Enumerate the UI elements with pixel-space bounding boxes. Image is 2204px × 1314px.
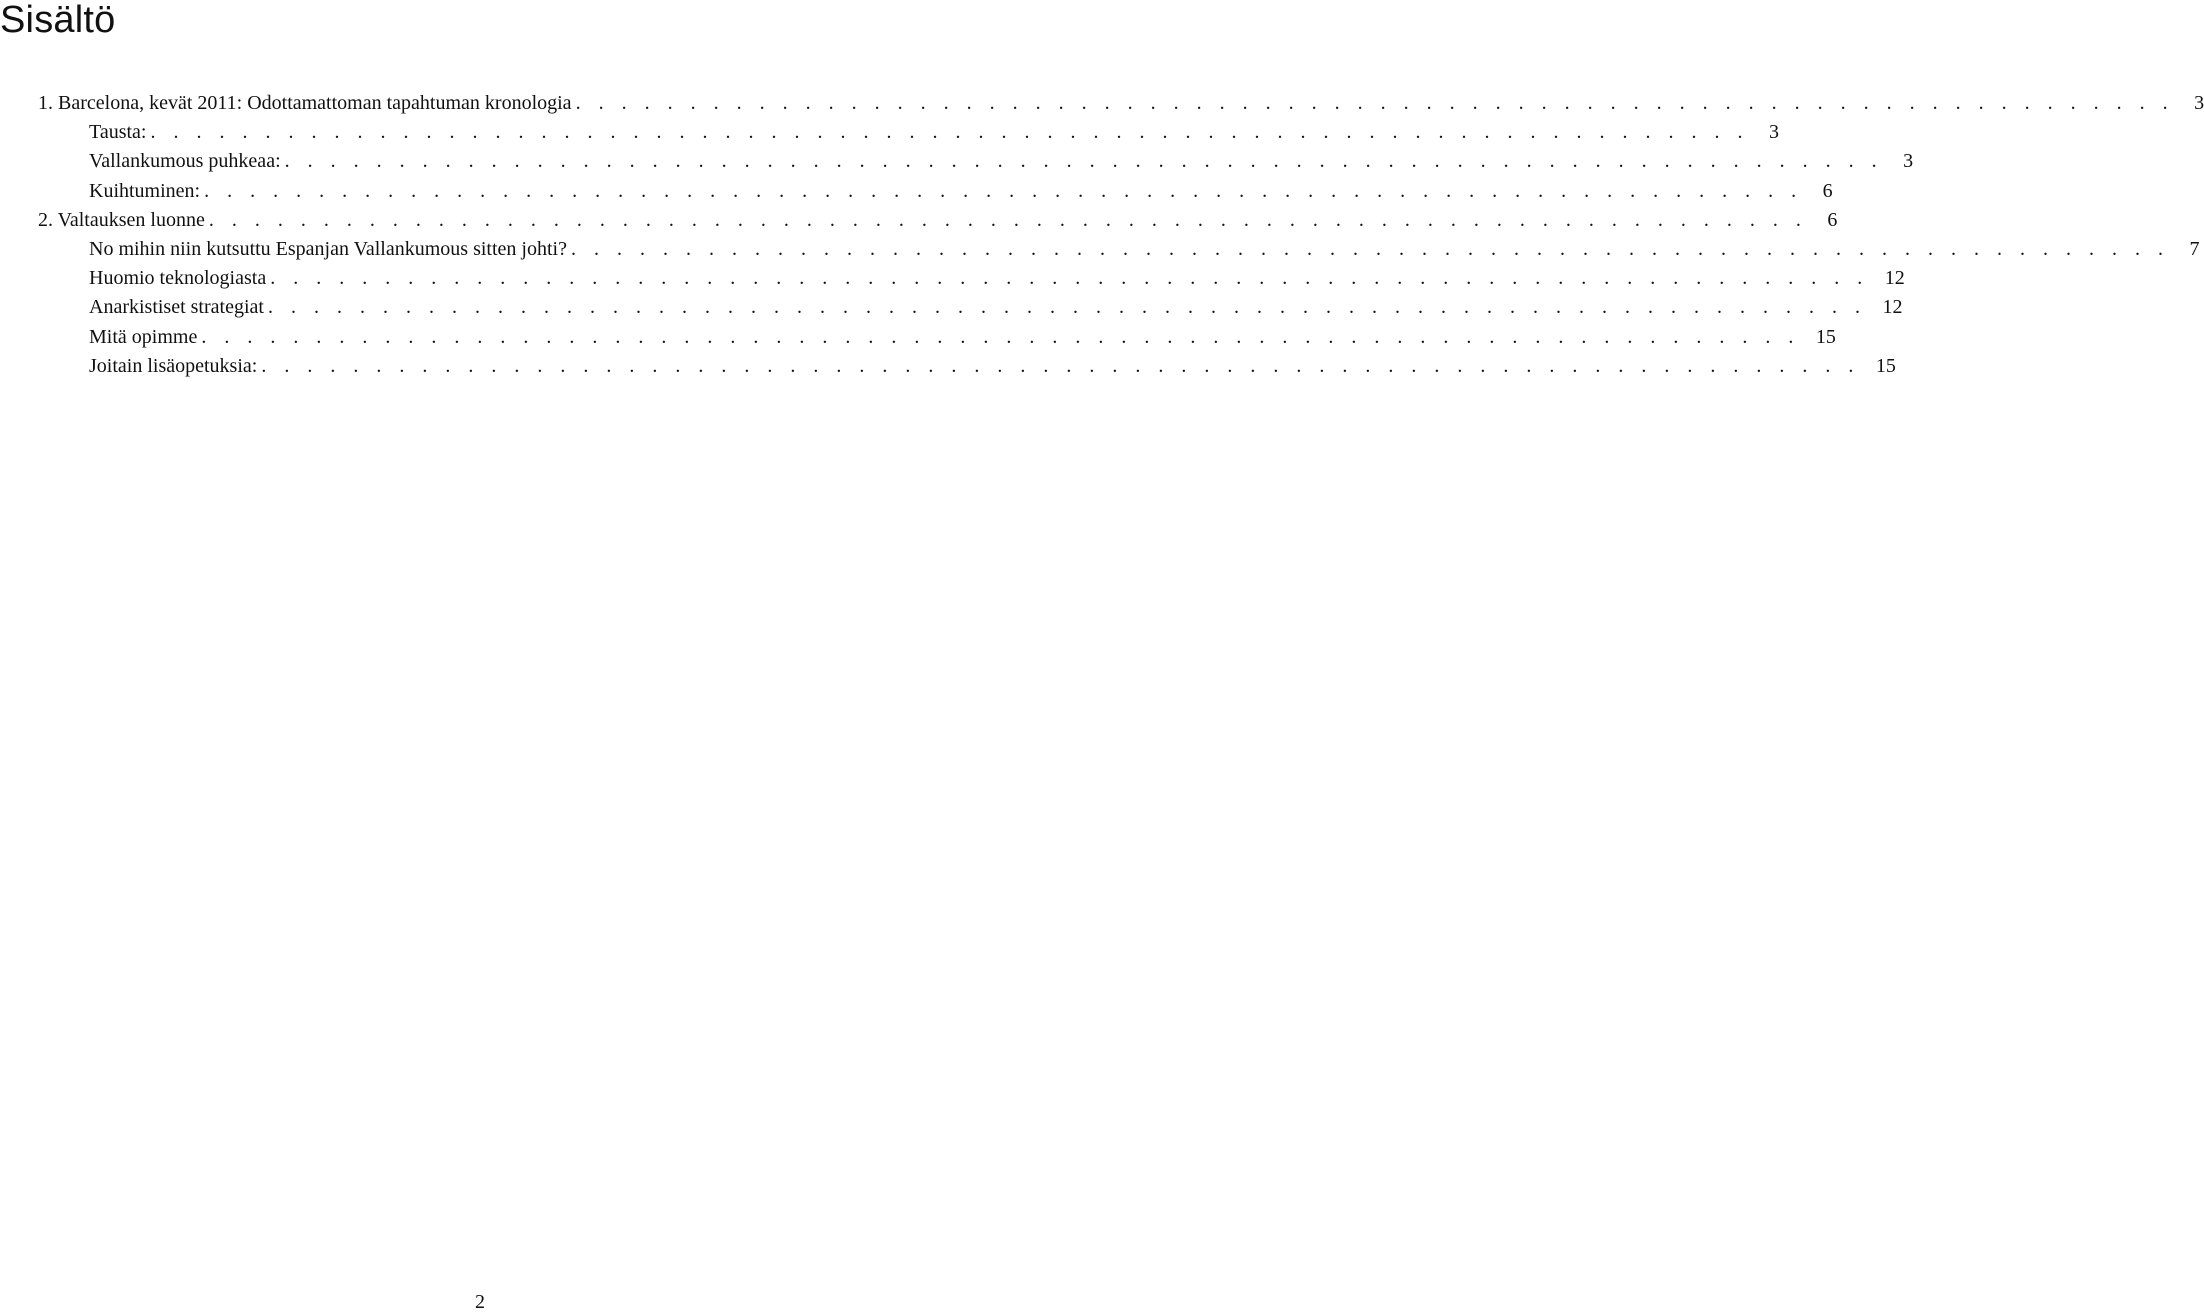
toc-entry-label: 1. Barcelona, kevät 2011: Odottamattoman tapahtuman kronologia [38, 92, 572, 114]
toc-dot-leader: . . . . . . . . . . . . . . . . . . . . . . . . . . . . . . . . . . . . . . . . . . . . . . . . . . . . . . . . . . . . . . . . . . . . . . [267, 296, 1867, 319]
toc-entry-page: 12 [1882, 296, 1903, 319]
toc-entry-huomio-teknologiasta[interactable] [38, 264, 1905, 293]
page-title: Sisältö [0, 0, 116, 41]
toc-entry-label: Huomio teknologiasta [89, 267, 267, 290]
toc-entry-label: No mihin niin kutsuttu Espanjan Vallankumous sitten johti? [89, 237, 567, 260]
toc-dot-leader: . . . . . . . . . . . . . . . . . . . . . . . . . . . . . . . . . . . . . . . . . . . . . . . . . . . . . . . . . . . . . . . . . . . . . . [150, 121, 1749, 144]
toc-dot-leader: . . . . . . . . . . . . . . . . . . . . . . . . . . . . . . . . . . . . . . . . . . . . . . . . . . . . . . . . . . . . . . . . . . . . . . [575, 92, 2175, 114]
toc-entry-page: 6 [1827, 208, 1838, 231]
toc-entry-page: 3 [1903, 150, 1914, 173]
toc-entry-label: Anarkistiset strategiat [89, 296, 264, 319]
toc-entry-page: 15 [1815, 325, 1836, 348]
toc-entry-chapter-2[interactable] [38, 206, 1838, 235]
toc-entry-label: Kuihtuminen: [89, 179, 201, 202]
toc-entry-tausta[interactable] [38, 118, 1779, 147]
toc-entry-anarkistiset-strategiat[interactable] [38, 293, 1903, 322]
toc-entry-joitain-lisaopetuksia[interactable] [38, 352, 1896, 381]
toc-dot-leader: . . . . . . . . . . . . . . . . . . . . . . . . . . . . . . . . . . . . . . . . . . . . . . . . . . . . . . . . . . . . . . . . . . . . . . [284, 150, 1884, 173]
toc-entry-page: 7 [2189, 237, 2200, 260]
toc-entry-page: 3 [1768, 121, 1779, 144]
toc-entry-page: 15 [1875, 354, 1896, 377]
toc-entry-label: Vallankumous puhkeaa: [89, 150, 281, 173]
toc-dot-leader: . . . . . . . . . . . . . . . . . . . . . . . . . . . . . . . . . . . . . . . . . . . . . . . . . . . . . . . . . . . . . . . . . . . . . . [204, 179, 1803, 202]
toc-entry-vallankumous-puhkeaa[interactable] [38, 147, 1914, 176]
toc-entry-chapter-1[interactable] [38, 89, 2204, 118]
toc-dot-leader: . . . . . . . . . . . . . . . . . . . . . . . . . . . . . . . . . . . . . . . . . . . . . . . . . . . . . . . . . . . . . . . . . . . . . . [201, 325, 1800, 348]
toc-entry-page: 3 [2194, 92, 2204, 114]
toc-dot-leader: . . . . . . . . . . . . . . . . . . . . . . . . . . . . . . . . . . . . . . . . . . . . . . . . . . . . . . . . . . . . . . . . . . . . . . [261, 354, 1860, 377]
toc-entry-label: 2. Valtauksen luonne [38, 208, 205, 231]
toc-entry-page: 12 [1884, 267, 1905, 290]
toc-entry-kuihtuminen[interactable] [38, 177, 1833, 206]
table-of-contents [38, 89, 2204, 381]
toc-entry-label: Mitä opimme [89, 325, 198, 348]
toc-entry-mita-opimme[interactable] [38, 323, 1836, 352]
toc-entry-espanjan-vallankumous[interactable] [38, 235, 2200, 264]
toc-dot-leader: . . . . . . . . . . . . . . . . . . . . . . . . . . . . . . . . . . . . . . . . . . . . . . . . . . . . . . . . . . . . . . . . . . . . . . [570, 237, 2170, 260]
page-number: 2 [475, 1291, 485, 1313]
toc-dot-leader: . . . . . . . . . . . . . . . . . . . . . . . . . . . . . . . . . . . . . . . . . . . . . . . . . . . . . . . . . . . . . . . . . . . . . . [208, 208, 1808, 231]
toc-entry-label: Tausta: [89, 121, 147, 144]
toc-dot-leader: . . . . . . . . . . . . . . . . . . . . . . . . . . . . . . . . . . . . . . . . . . . . . . . . . . . . . . . . . . . . . . . . . . . . . . [270, 267, 1869, 290]
toc-entry-page: 6 [1822, 179, 1833, 202]
toc-entry-label: Joitain lisäopetuksia: [89, 354, 258, 377]
